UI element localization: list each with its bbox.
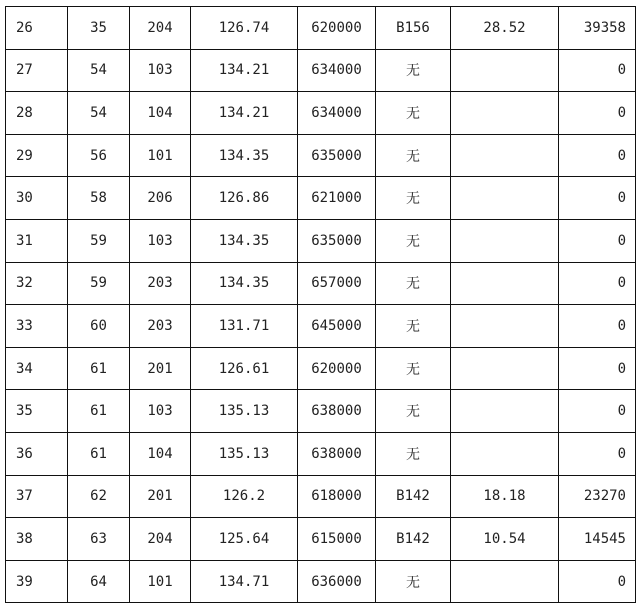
table-row	[6, 92, 636, 135]
code-cell: 无	[376, 134, 451, 177]
col2-cell: 61	[68, 432, 130, 475]
ratio-cell	[451, 347, 559, 390]
area-cell: 135.13	[191, 432, 298, 475]
table-row	[6, 390, 636, 433]
row-no-cell: 32	[6, 262, 68, 305]
area-cell: 131.71	[191, 305, 298, 348]
code-cell: 无	[376, 560, 451, 603]
col2-cell: 54	[68, 49, 130, 92]
price-cell: 620000	[298, 7, 376, 50]
col2-cell: 63	[68, 518, 130, 561]
area-cell: 126.2	[191, 475, 298, 518]
amount-cell: 39358	[559, 7, 636, 50]
area-cell: 134.21	[191, 49, 298, 92]
amount-cell: 0	[559, 347, 636, 390]
row-no-cell: 33	[6, 305, 68, 348]
price-cell: 635000	[298, 134, 376, 177]
amount-cell: 0	[559, 262, 636, 305]
code-cell: 无	[376, 92, 451, 135]
code-cell: 无	[376, 49, 451, 92]
table-row	[6, 262, 636, 305]
row-no-cell: 38	[6, 518, 68, 561]
amount-cell: 0	[559, 134, 636, 177]
row-no-cell: 37	[6, 475, 68, 518]
ratio-cell: 18.18	[451, 475, 559, 518]
col2-cell: 59	[68, 262, 130, 305]
col3-cell: 204	[130, 518, 191, 561]
ratio-cell	[451, 305, 559, 348]
row-no-cell: 35	[6, 390, 68, 433]
col3-cell: 104	[130, 432, 191, 475]
code-cell: 无	[376, 347, 451, 390]
ratio-cell	[451, 134, 559, 177]
price-cell: 618000	[298, 475, 376, 518]
code-cell: 无	[376, 432, 451, 475]
area-cell: 126.61	[191, 347, 298, 390]
price-cell: 645000	[298, 305, 376, 348]
col2-cell: 61	[68, 347, 130, 390]
col3-cell: 103	[130, 390, 191, 433]
area-cell: 134.35	[191, 134, 298, 177]
area-cell: 134.35	[191, 262, 298, 305]
ratio-cell: 10.54	[451, 518, 559, 561]
col2-cell: 61	[68, 390, 130, 433]
col2-cell: 56	[68, 134, 130, 177]
code-cell: B156	[376, 7, 451, 50]
row-no-cell: 28	[6, 92, 68, 135]
price-cell: 621000	[298, 177, 376, 220]
col3-cell: 206	[130, 177, 191, 220]
ratio-cell	[451, 262, 559, 305]
ratio-cell	[451, 92, 559, 135]
area-cell: 135.13	[191, 390, 298, 433]
row-no-cell: 31	[6, 219, 68, 262]
col3-cell: 103	[130, 49, 191, 92]
price-cell: 636000	[298, 560, 376, 603]
col3-cell: 104	[130, 92, 191, 135]
table-row	[6, 305, 636, 348]
row-no-cell: 34	[6, 347, 68, 390]
row-no-cell: 36	[6, 432, 68, 475]
table-row	[6, 475, 636, 518]
ratio-cell	[451, 390, 559, 433]
row-no-cell: 30	[6, 177, 68, 220]
price-cell: 657000	[298, 262, 376, 305]
col3-cell: 103	[130, 219, 191, 262]
table-row	[6, 518, 636, 561]
area-cell: 125.64	[191, 518, 298, 561]
table-row	[6, 432, 636, 475]
col3-cell: 203	[130, 305, 191, 348]
row-no-cell: 27	[6, 49, 68, 92]
col2-cell: 60	[68, 305, 130, 348]
ratio-cell	[451, 177, 559, 220]
area-cell: 126.86	[191, 177, 298, 220]
ratio-cell: 28.52	[451, 7, 559, 50]
amount-cell: 0	[559, 390, 636, 433]
col2-cell: 58	[68, 177, 130, 220]
col3-cell: 201	[130, 347, 191, 390]
col2-cell: 62	[68, 475, 130, 518]
col3-cell: 201	[130, 475, 191, 518]
table-row	[6, 560, 636, 603]
col2-cell: 64	[68, 560, 130, 603]
amount-cell: 0	[559, 49, 636, 92]
table-row	[6, 49, 636, 92]
code-cell: B142	[376, 475, 451, 518]
amount-cell: 14545	[559, 518, 636, 561]
table-row	[6, 177, 636, 220]
amount-cell: 0	[559, 432, 636, 475]
amount-cell: 0	[559, 177, 636, 220]
ratio-cell	[451, 219, 559, 262]
price-cell: 620000	[298, 347, 376, 390]
code-cell: 无	[376, 177, 451, 220]
amount-cell: 0	[559, 219, 636, 262]
amount-cell: 23270	[559, 475, 636, 518]
col3-cell: 101	[130, 560, 191, 603]
table-body	[6, 7, 636, 603]
price-cell: 638000	[298, 432, 376, 475]
area-cell: 134.21	[191, 92, 298, 135]
table-row	[6, 7, 636, 50]
area-cell: 134.35	[191, 219, 298, 262]
col3-cell: 203	[130, 262, 191, 305]
amount-cell: 0	[559, 92, 636, 135]
ratio-cell	[451, 49, 559, 92]
code-cell: 无	[376, 390, 451, 433]
price-cell: 615000	[298, 518, 376, 561]
col2-cell: 35	[68, 7, 130, 50]
price-cell: 634000	[298, 49, 376, 92]
data-table	[5, 6, 636, 603]
table-row	[6, 347, 636, 390]
ratio-cell	[451, 560, 559, 603]
table-row	[6, 134, 636, 177]
code-cell: B142	[376, 518, 451, 561]
price-cell: 634000	[298, 92, 376, 135]
area-cell: 134.71	[191, 560, 298, 603]
price-cell: 635000	[298, 219, 376, 262]
amount-cell: 0	[559, 560, 636, 603]
price-cell: 638000	[298, 390, 376, 433]
code-cell: 无	[376, 219, 451, 262]
col3-cell: 101	[130, 134, 191, 177]
code-cell: 无	[376, 305, 451, 348]
ratio-cell	[451, 432, 559, 475]
area-cell: 126.74	[191, 7, 298, 50]
col2-cell: 59	[68, 219, 130, 262]
amount-cell: 0	[559, 305, 636, 348]
col2-cell: 54	[68, 92, 130, 135]
row-no-cell: 26	[6, 7, 68, 50]
row-no-cell: 39	[6, 560, 68, 603]
code-cell: 无	[376, 262, 451, 305]
row-no-cell: 29	[6, 134, 68, 177]
table-row	[6, 219, 636, 262]
col3-cell: 204	[130, 7, 191, 50]
